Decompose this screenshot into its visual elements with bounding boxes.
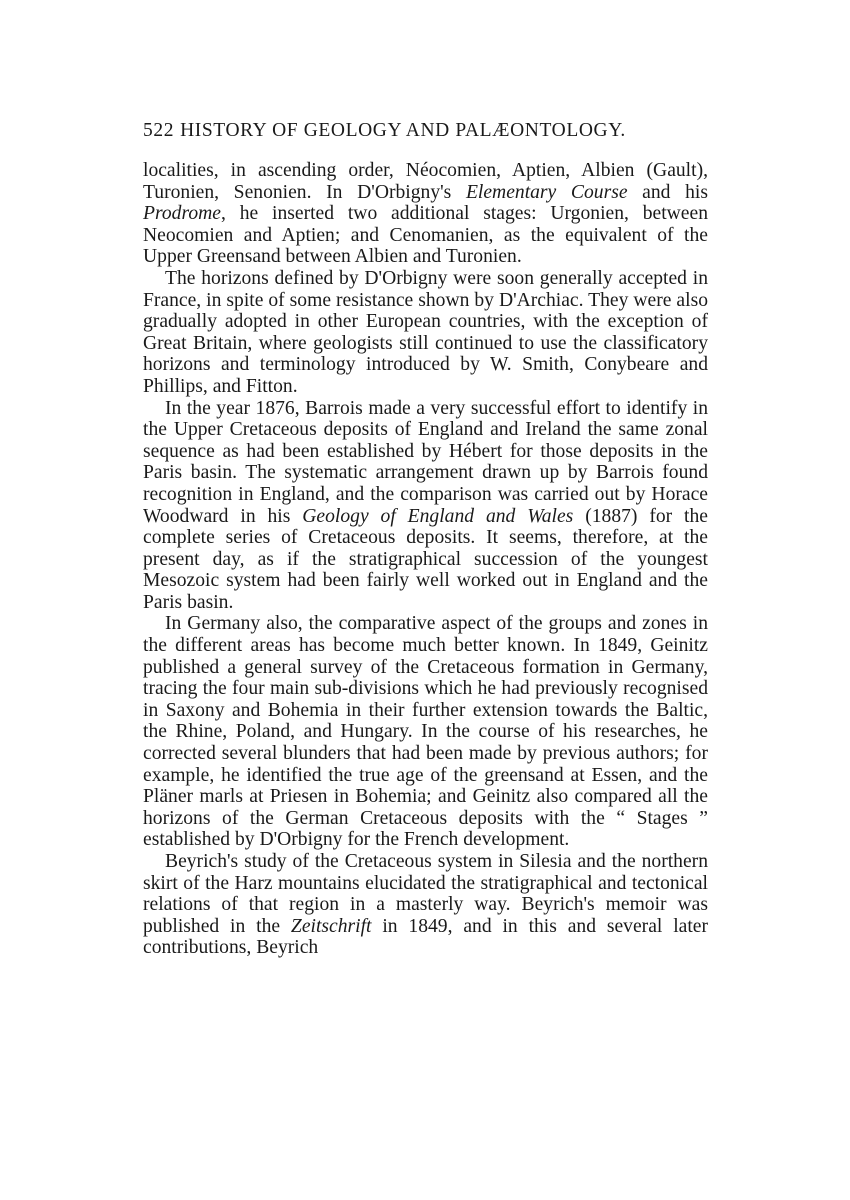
paragraph-2 — [143, 268, 708, 398]
body-text — [143, 160, 708, 959]
paragraph-text: and his — [627, 181, 708, 203]
paragraph-4 — [143, 613, 708, 851]
italic-title-text: Zeitschrift — [290, 915, 372, 937]
paragraph-text: In the year 1876, Barrois made a very successful effort to identify in the Upper Cretaceous deposits of England and Ireland the same zonal sequence as had been established by Hébert for those deposits in the Paris basin. The systematic arrangement drawn up by Barrois found recognition in England, and the comparison was carried out by Horace Woodward in his — [143, 397, 708, 527]
paragraph-text: , he inserted two additional stages: Urgonien, between Neocomien and Aptien; and Cenomanien, as the equivalent of the Upper Greensand between Albien and Turonien. — [143, 203, 708, 268]
book-page — [143, 118, 708, 959]
paragraph-5 — [143, 851, 708, 959]
italic-title-text: Elementary Course — [465, 181, 628, 203]
paragraph-text: In Germany also, the comparative aspect of the groups and zones in the different areas has become much better known. In 1849, Geinitz published a general survey of the Cretaceous formation in Germany, tracing the four main sub-divisions which he had previously recognised in Saxony and Bohemia in their further extension towards the Baltic, the Rhine, Poland, and Hungary. In the course of his researches, he corrected several blunders that had been made by previous authors; for example, he identified the true age of the greensand at Essen, and the Pläner marls at Priesen in Bohemia; and Geinitz also compared all the horizons of the German Cretaceous deposits with the “ Stages ” established by D'Orbigny for the French development. — [143, 613, 708, 851]
paragraph-1 — [143, 160, 708, 268]
page-number: 522 — [143, 120, 175, 141]
italic-title-text: Geology of England and Wales — [302, 505, 574, 527]
italic-title-text: Prodrome — [143, 203, 222, 225]
running-title: HISTORY OF GEOLOGY AND PALÆONTOLOGY. — [180, 120, 626, 141]
paragraph-text: (1887) for the complete series of Cretaceous deposits. It seems, therefore, at the present day, as if the stratigraphical succession of the youngest Mesozoic system had been fairly well worked out in England and the Paris basin. — [143, 505, 708, 613]
paragraph-text: The horizons defined by D'Orbigny were soon generally accepted in France, in spite of some resistance shown by D'Archiac. They were also gradually adopted in other European countries, with the exception of Great Britain, where geologists still continued to use the classificatory horizons and terminology introduced by W. Smith, Conybeare and Phillips, and Fitton. — [143, 267, 708, 397]
running-head — [143, 118, 708, 144]
paragraph-3 — [143, 398, 708, 614]
paragraph-text: localities, in ascending order, Néocomien, Aptien, Albien (Gault), Turonien, Senonien. In D'Orbigny's — [143, 160, 708, 203]
paragraph-text: Beyrich's study of the Cretaceous system in Silesia and the northern skirt of the Harz mountains elucidated the stratigraphical and tectonical relations of that region in a masterly way. Beyrich's memoir was published in the — [143, 851, 708, 937]
paragraph-text: in 1849, and in this and several later contributions, Beyrich — [143, 915, 708, 959]
